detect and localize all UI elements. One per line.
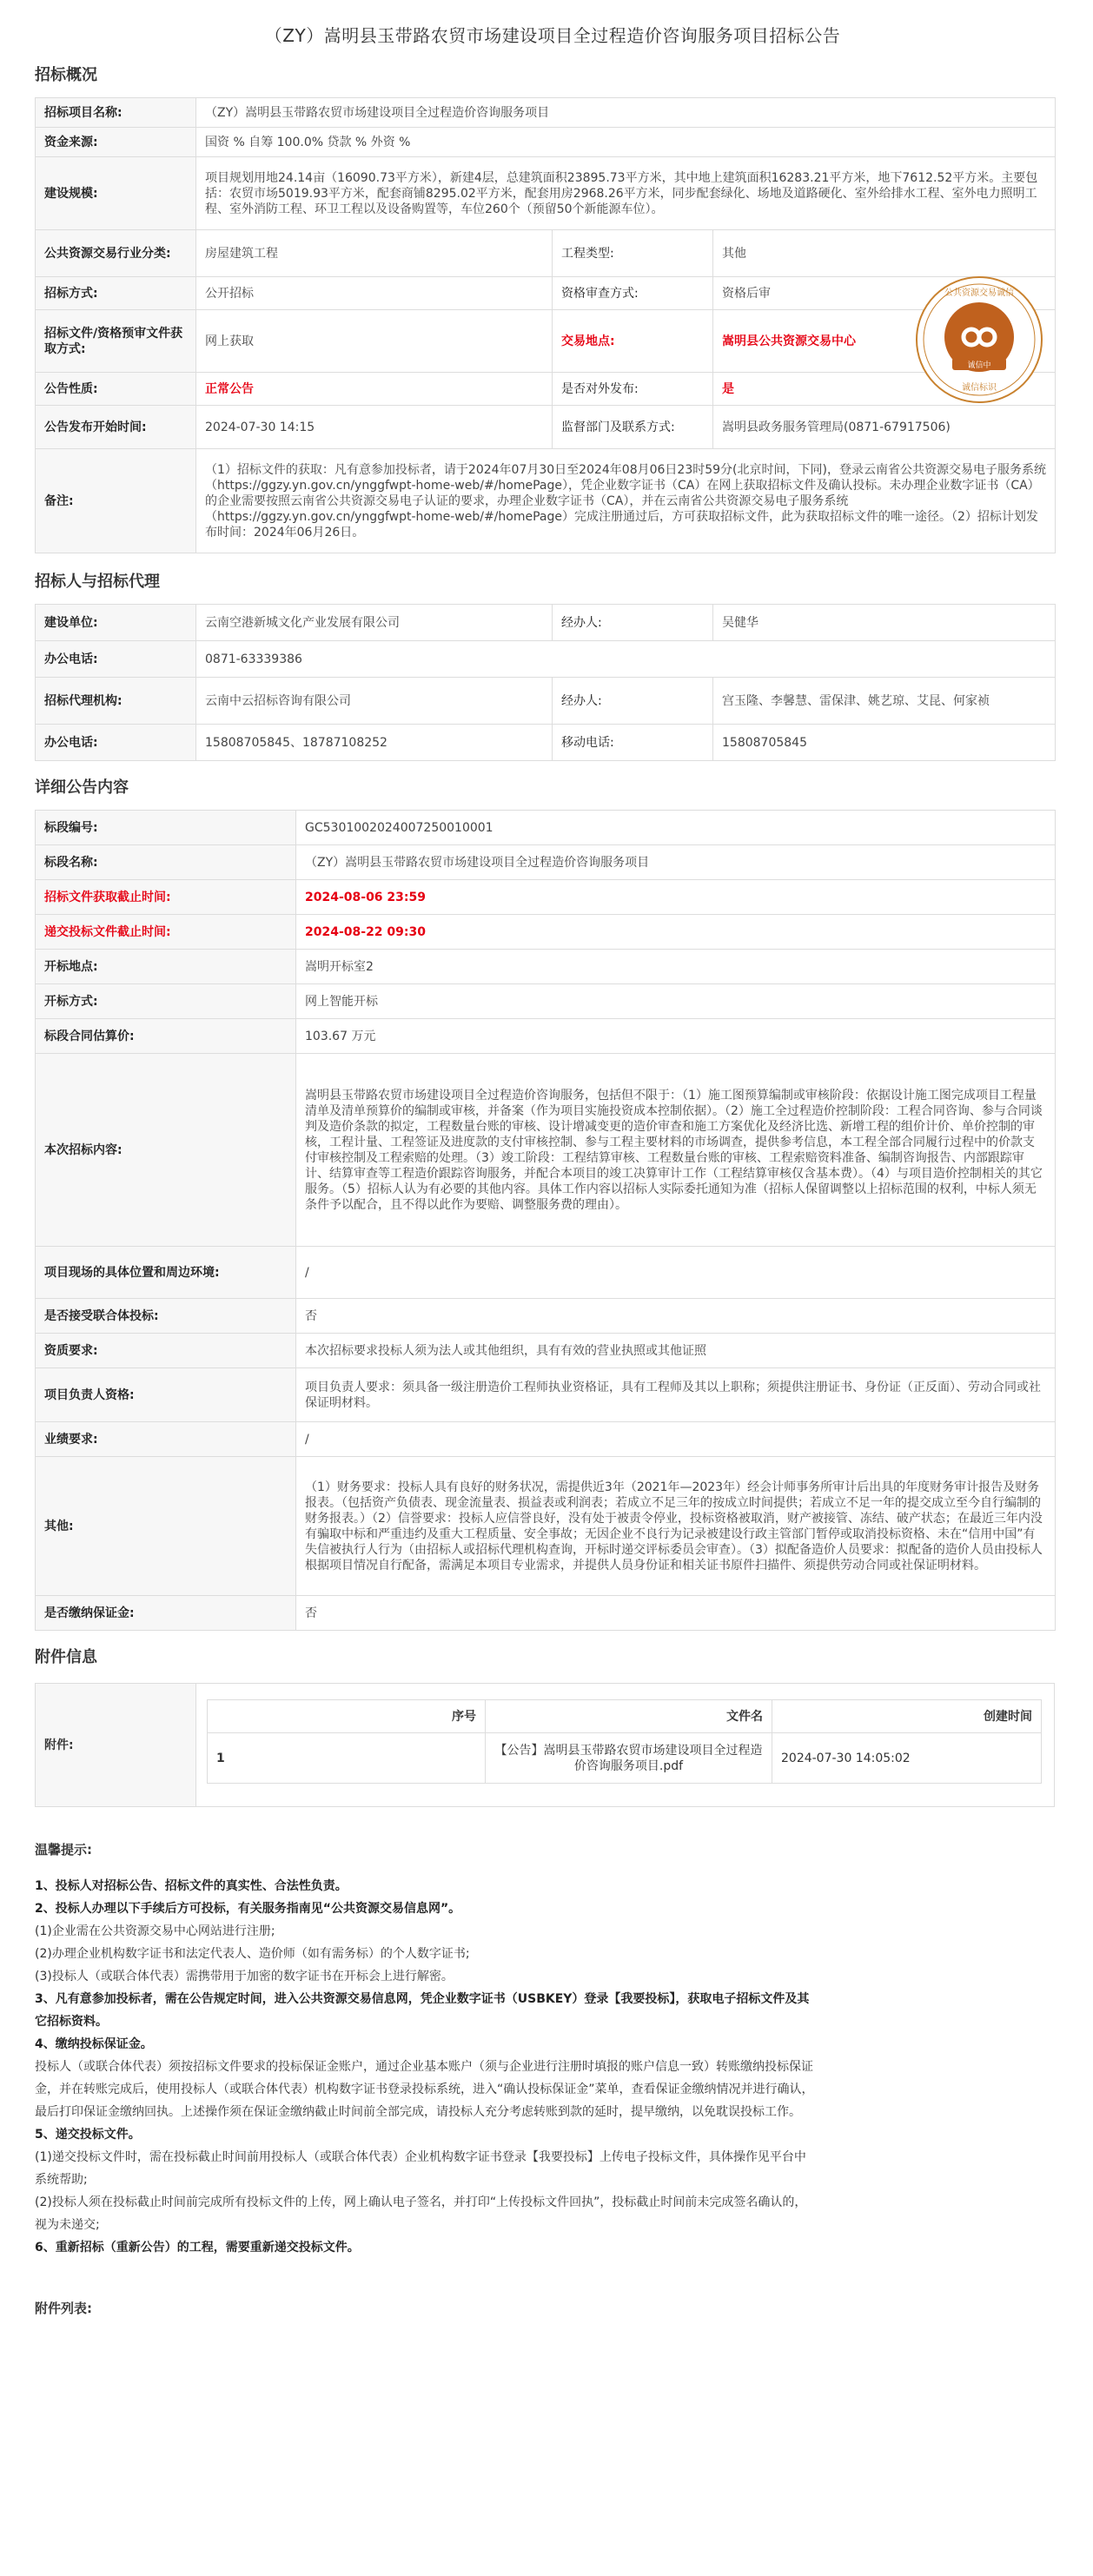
estimate-label: 标段合同估算价: [36, 1019, 296, 1054]
review-label: 资格审查方式: [553, 277, 713, 310]
open-place-label: 开标地点: [36, 950, 296, 984]
publish-label: 公告发布开始时间: [36, 406, 196, 449]
nature-value: 正常公告 [196, 373, 553, 406]
review-value: 资格后审 [713, 277, 1056, 310]
agency-phone-label: 办公电话: [36, 725, 196, 761]
tips-line: 6、重新招标（重新公告）的工程，需要重新递交投标文件。 [35, 2241, 360, 2255]
tips-line: (1)递交投标文件时，需在投标截止时间前用投标人（或联合体代表）企业机构数字证书登录【我要投标】上传电子投标文件，具体操作见平台中系统帮助; [35, 2150, 806, 2187]
credit-seal-icon [914, 275, 1044, 405]
other-label: 其他: [36, 1457, 296, 1596]
scale-label: 建设规模: [36, 157, 196, 230]
attachment-list-title: 附件列表: [35, 2301, 92, 2316]
attachment-file-link[interactable]: 【公告】嵩明县玉带路农贸市场建设项目全过程造价咨询服务项目.pdf [486, 1733, 772, 1784]
tips-line: (3)投标人（或联合体代表）需携带用于加密的数字证书在开标会上进行解密。 [35, 1970, 454, 1983]
code-label: 标段编号: [36, 811, 296, 845]
tips-block [35, 1840, 817, 2318]
other-value: （1）财务要求：投标人具有良好的财务状况，需提供近3年（2021年—2023年）经会计师事务所审计后出具的年度财务审计报告及财务报表。（包括资产负债表、现金流量表、损益表或利润表；若成立不足三年的按成立时间提供；若成立不足一年的提交成立至今自行编制的财务报表。）（2）信誉要求：投标人应信誉良好，没有处于被责令停业，投标资格被取消，财产被接管、冻结、破产状态；在最近三年内没有骗取中标和严重违约及重大工程质量、安全事故；无因企业不良行为记录被建设行政主管部门暂停或取消投标资格、未在“信用中国”有失信被执行人行为（由招标人或招标代理机构查询，开标时递交评标委员会审查）。（3）拟配备造价人员要求：拟配备的造价人员由投标人根据项目情况自行配备，需满足本项目专业需求，并提供人员身份证和相关证书原件扫描件、须提供劳动合同或社保证明材料。 [296, 1457, 1056, 1596]
obtain-label: 招标文件/资格预审文件获取方式: [36, 310, 196, 373]
fund-label: 资金来源: [36, 128, 196, 157]
attachments-label: 附件: [36, 1684, 196, 1806]
mobile-value: 15808705845 [713, 725, 1056, 761]
parties-table [35, 604, 1056, 761]
nature-label: 公告性质: [36, 373, 196, 406]
attachment-created: 2024-07-30 14:05:02 [772, 1733, 1042, 1784]
location-value: / [296, 1247, 1056, 1299]
agency-phone-value: 15808705845、18787108252 [196, 725, 553, 761]
seal-banner: 诚信中 [967, 361, 991, 370]
section-title-parties: 招标人与招标代理 [35, 573, 160, 591]
place-value: 嵩明县公共资源交易中心 [713, 310, 1056, 373]
content-value: 嵩明县玉带路农贸市场建设项目全过程造价咨询服务，包括但不限于：（1）施工图预算编制或审核阶段：依据设计施工图完成项目工程量清单及清单预算价的编制或审核，并备案（作为项目实施投资成本控制依据）。（2）施工全过程造价控制阶段：工程合同咨询、参与合同谈判及造价条款的拟定，工程数量台账的审核、设计增减变更的造价审查和施工方案优化及经济比选、新增工程的组价计价、单价控制的审核，工程计量、工程签证及进度款的支付审核控制、参与工程主要材料的市场调查，提供参考信息，本工程全部合同履行过程中的价款支付审核控制及工程索赔的处理。（3）竣工阶段：工程结算审核、工程数量台账的审核、工程索赔资料准备、编制咨询报告、内部跟踪审计、结算审查等工程造价跟踪咨询服务，并配合本项目的竣工决算审计工作（工程结算审核仅含基本费）。（4）与项目造价控制相关的其它服务。（5）招标人认为有必要的其他内容。具体工作内容以招标人实际委托通知为准（招标人保留调整以上招标范围的权利，中标人须无条件予以配合，且不得以此作为要赔、调整服务费的理由）。 [296, 1054, 1056, 1247]
obtain-value: 网上获取 [196, 310, 553, 373]
section-title-overview: 招标概况 [35, 66, 97, 84]
publish-value: 2024-07-30 14:15 [196, 406, 553, 449]
tips-line: 4、缴纳投标保证金。 [35, 2037, 153, 2051]
tips-line: (2)投标人须在投标截止时间前完成所有投标文件的上传，网上确认电子签名，并打印“上传投标文件回执”，投标截止时间前未完成签名确认的，视为未递交; [35, 2195, 807, 2232]
agency-contact-value: 宫玉隆、李馨慧、雷保津、姚艺琼、艾昆、何家祯 [713, 678, 1056, 725]
builder-label: 建设单位: [36, 605, 196, 641]
attachment-no: 1 [208, 1733, 486, 1784]
builder-phone-label: 办公电话: [36, 641, 196, 678]
overview-table [35, 97, 1056, 553]
content-label: 本次招标内容: [36, 1054, 296, 1247]
remark-value: （1）招标文件的获取：凡有意参加投标者，请于2024年07月30日至2024年08月06日23时59分(北京时间，下同)，登录云南省公共资源交易电子服务系统（https://ggzy.yn.gov.cn/ynggfwpt-home-web/#/homePage），凭企业数字证书（CA）在网上获取招标文件及确认投标。未办理企业数字证书（CA）的企业需要按照云南省公共资源交易电子认证的要求，办理企业数字证书（CA），并在云南省公共资源交易电子服务系统（https://ggzy.yn.gov.cn/ynggfwpt-home-web/#/homePage）完成注册通过后，方可获取招标文件，此为获取招标文件的唯一途径。（2）招标计划发布时间：2024年06月26日。 [196, 449, 1056, 553]
attachments-header-created: 创建时间 [772, 1700, 1042, 1733]
consortium-value: 否 [296, 1299, 1056, 1334]
builder-contact-value: 吴健华 [713, 605, 1056, 641]
remark-label: 备注: [36, 449, 196, 553]
public-value: 是 [713, 373, 1056, 406]
name-label: 标段名称: [36, 845, 296, 880]
open-method-value: 网上智能开标 [296, 984, 1056, 1019]
location-label: 项目现场的具体位置和周边环境: [36, 1247, 296, 1299]
mobile-label: 移动电话: [553, 725, 713, 761]
qualification-value: 本次招标要求投标人须为法人或其他组织，具有有效的营业执照或其他证照 [296, 1334, 1056, 1368]
consortium-label: 是否接受联合体投标: [36, 1299, 296, 1334]
builder-phone-value: 0871-63339386 [196, 641, 1056, 678]
leader-value: 项目负责人要求：须具备一级注册造价工程师执业资格证，具有工程师及其以上职称；须提供注册证书、身份证（正反面）、劳动合同或社保证明材料。 [296, 1368, 1056, 1422]
attachments-table [207, 1699, 1042, 1784]
tips-line: 1、投标人对招标公告、招标文件的真实性、合法性负责。 [35, 1879, 348, 1893]
deposit-value: 否 [296, 1596, 1056, 1631]
supervisor-value: 嵩明县政务服务管理局(0871-67917506) [713, 406, 1056, 449]
type-label: 工程类型: [553, 230, 713, 277]
deadline-get-value: 2024-08-06 23:59 [296, 880, 1056, 915]
fund-value: 国资 % 自筹 100.0% 贷款 % 外资 % [196, 128, 1056, 157]
qualification-label: 资质要求: [36, 1334, 296, 1368]
supervisor-label: 监督部门及联系方式: [553, 406, 713, 449]
seal-ring-text: 公共资源交易诚信 [944, 288, 1014, 298]
attachments-header-name: 文件名 [486, 1700, 772, 1733]
page-title: （ZY）嵩明县玉带路农贸市场建设项目全过程造价咨询服务项目招标公告 [264, 25, 841, 46]
performance-label: 业绩要求: [36, 1422, 296, 1457]
name-value: （ZY）嵩明县玉带路农贸市场建设项目全过程造价咨询服务项目 [296, 845, 1056, 880]
tips-line: (1)企业需在公共资源交易中心网站进行注册; [35, 1924, 275, 1938]
public-label: 是否对外发布: [553, 373, 713, 406]
leader-label: 项目负责人资格: [36, 1368, 296, 1422]
tips-line: 3、凡有意参加投标者，需在公告规定时间，进入公共资源交易信息网，凭企业数字证书（USBKEY）登录【我要投标】，获取电子招标文件及其它招标资料。 [35, 1992, 810, 2029]
estimate-value: 103.67 万元 [296, 1019, 1056, 1054]
performance-value: / [296, 1422, 1056, 1457]
scale-value: 项目规划用地24.14亩（16090.73平方米），新建4层，总建筑面积23895.73平方米，其中地上建筑面积16283.21平方米，地下7612.52平方米。主要包括：农贸市场5019.93平方米，配套商铺8295.02平方米，配套用房2968.26平方米，同步配套绿化、场地及道路硬化、室外给排水工程、室外电力照明工程、室外消防工程、环卫工程以及设备购置等，车位260个（预留50个新能源车位）。 [196, 157, 1056, 230]
project-name-value: （ZY）嵩明县玉带路农贸市场建设项目全过程造价咨询服务项目 [196, 98, 1056, 128]
category-label: 公共资源交易行业分类: [36, 230, 196, 277]
agency-label: 招标代理机构: [36, 678, 196, 725]
open-method-label: 开标方式: [36, 984, 296, 1019]
detail-table [35, 810, 1056, 1631]
deposit-label: 是否缴纳保证金: [36, 1596, 296, 1631]
deadline-get-label: 招标文件获取截止时间: [36, 880, 296, 915]
agency-value: 云南中云招标咨询有限公司 [196, 678, 553, 725]
deadline-submit-label: 递交投标文件截止时间: [36, 915, 296, 950]
agency-contact-label: 经办人: [553, 678, 713, 725]
method-label: 招标方式: [36, 277, 196, 310]
project-name-label: 招标项目名称: [36, 98, 196, 128]
tips-line: 投标人（或联合体代表）须按招标文件要求的投标保证金账户，通过企业基本账户（须与企业进行注册时填报的账户信息一致）转账缴纳投标保证金，并在转账完成后，使用投标人（或联合体代表）机构数字证书登录投标系统，进入“确认投标保证金”菜单，查看保证金缴纳情况并进行确认，最后打印保证金缴纳回执。上述操作须在保证金缴纳截止时间前全部完成，请投标人充分考虑转账到款的延时，提早缴纳，以免耽误投标工作。 [35, 2060, 814, 2119]
category-value: 房屋建筑工程 [196, 230, 553, 277]
tips-lines [35, 1875, 817, 2259]
section-title-detail: 详细公告内容 [35, 778, 129, 797]
section-title-attachments: 附件信息 [35, 1648, 97, 1666]
open-place-value: 嵩明开标室2 [296, 950, 1056, 984]
attachments-box [35, 1683, 1055, 1807]
table-row [208, 1733, 1042, 1784]
tips-line: (2)办理企业机构数字证书和法定代表人、造价师（如有需务标）的个人数字证书; [35, 1947, 470, 1961]
seal-bottom-text: 诚信标识 [962, 383, 997, 393]
tips-title: 温馨提示: [35, 1842, 92, 1858]
method-value: 公开招标 [196, 277, 553, 310]
tips-line: 5、递交投标文件。 [35, 2128, 141, 2142]
tips-line: 2、投标人办理以下手续后方可投标，有关服务指南见“公共资源交易信息网”。 [35, 1902, 461, 1916]
builder-contact-label: 经办人: [553, 605, 713, 641]
attachments-header-no: 序号 [208, 1700, 486, 1733]
builder-value: 云南空港新城文化产业发展有限公司 [196, 605, 553, 641]
deadline-submit-value: 2024-08-22 09:30 [296, 915, 1056, 950]
code-value: GC5301002024007250010001 [296, 811, 1056, 845]
place-label: 交易地点: [553, 310, 713, 373]
type-value: 其他 [713, 230, 1056, 277]
